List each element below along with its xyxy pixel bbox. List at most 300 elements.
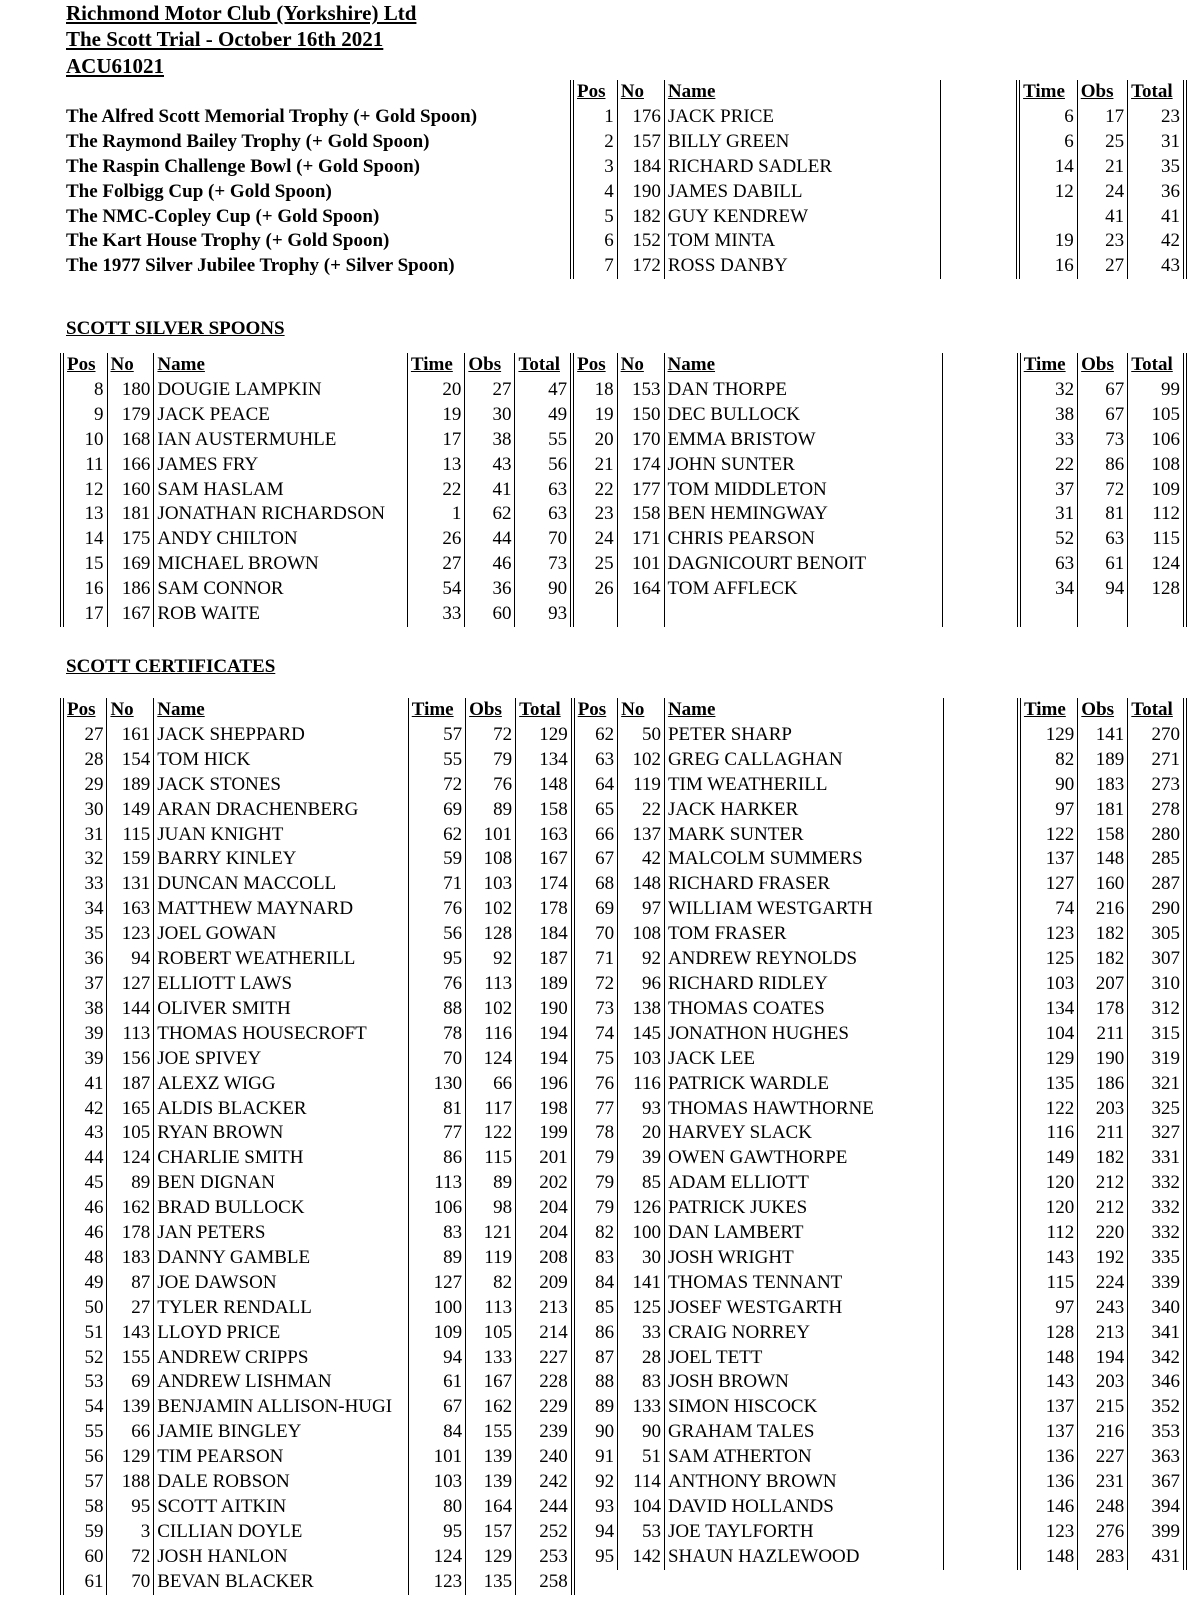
- cell-name: TOM HICK: [154, 748, 409, 773]
- column-gap: [944, 773, 1019, 798]
- cell-total: 431: [1128, 1545, 1185, 1570]
- cell-obs: 181: [1078, 798, 1128, 823]
- cell-no: 70: [107, 1570, 154, 1595]
- event-title: The Scott Trial - October 16th 2021: [66, 27, 384, 51]
- cell-obs: 122: [466, 1121, 516, 1146]
- cell-pos: 94: [573, 1520, 618, 1545]
- col-header-total: Total: [1128, 80, 1185, 105]
- cell-pos: 11: [62, 453, 107, 478]
- cell-name: DAN LAMBERT: [664, 1221, 943, 1246]
- cell-no: 164: [617, 577, 664, 602]
- cell-time: 16: [1018, 254, 1077, 279]
- cell-obs: 27: [1077, 254, 1127, 279]
- cell-total: 105: [1128, 403, 1185, 428]
- cell-pos: 46: [62, 1221, 107, 1246]
- cell-pos: 28: [62, 748, 107, 773]
- cell-name: GREG CALLAGHAN: [664, 748, 943, 773]
- cell-name: BILLY GREEN: [664, 130, 940, 155]
- cell-name: ADAM ELLIOTT: [664, 1171, 943, 1196]
- cell-name: DOUGIE LAMPKIN: [154, 378, 408, 403]
- cell-time: 115: [1019, 1271, 1078, 1296]
- cell-obs: 103: [466, 872, 516, 897]
- table-row: [62, 1171, 1185, 1196]
- cell-obs: 119: [466, 1246, 516, 1271]
- column-gap: [944, 947, 1019, 972]
- silver-spoons-table: [60, 353, 1187, 627]
- cell-total: 42: [1128, 229, 1185, 254]
- cell-time: 112: [1019, 1221, 1078, 1246]
- table-row: [62, 1495, 1185, 1520]
- cell-time: 76: [408, 972, 465, 997]
- cell-obs: 25: [1077, 130, 1127, 155]
- cell-total: 332: [1128, 1221, 1185, 1246]
- cell-time: 20: [407, 378, 464, 403]
- column-gap: [944, 847, 1019, 872]
- cell-pos: 17: [62, 602, 107, 627]
- cell-name: OLIVER SMITH: [154, 997, 409, 1022]
- cell-no: 69: [107, 1370, 154, 1395]
- cell-total: 342: [1128, 1346, 1185, 1371]
- cell-pos: 5: [572, 205, 617, 230]
- col-header-total: Total: [1128, 698, 1185, 723]
- cell-name: BEN HEMINGWAY: [664, 502, 943, 527]
- cell-time: 31: [1019, 502, 1078, 527]
- column-gap: [940, 254, 1018, 279]
- cell-pos: 26: [572, 577, 617, 602]
- cell-no: 94: [107, 947, 154, 972]
- cell-name: RICHARD RIDLEY: [664, 972, 943, 997]
- cell-total: 214: [516, 1321, 573, 1346]
- cell-no: 33: [618, 1321, 665, 1346]
- cell-time: 137: [1019, 1395, 1078, 1420]
- table-row: [62, 478, 1185, 503]
- cell-no: 166: [107, 453, 154, 478]
- cell-pos: 37: [62, 972, 107, 997]
- cell-time: [1018, 205, 1077, 230]
- cell-pos: 34: [62, 897, 107, 922]
- cell-pos: 69: [573, 897, 618, 922]
- cell-name: JOSH WRIGHT: [664, 1246, 943, 1271]
- cell-total: 321: [1128, 1072, 1185, 1097]
- cell-time: 120: [1019, 1196, 1078, 1221]
- cell-name: DEC BULLOCK: [664, 403, 943, 428]
- cell-obs: 60: [465, 602, 515, 627]
- cell-obs: 215: [1078, 1395, 1128, 1420]
- table-row: [572, 105, 1185, 130]
- cell-total: 209: [516, 1271, 573, 1296]
- cell-obs: 203: [1078, 1097, 1128, 1122]
- column-gap: [944, 1420, 1019, 1445]
- col-header-pos: Pos: [62, 353, 107, 378]
- cell-time: 82: [1019, 748, 1078, 773]
- cell-pos: 10: [62, 428, 107, 453]
- cell-total: 63: [515, 502, 572, 527]
- cell-time: 127: [1019, 872, 1078, 897]
- cell-pos: 51: [62, 1321, 107, 1346]
- table-row: [62, 577, 1185, 602]
- cell-obs: [1078, 602, 1128, 627]
- cell-no: 150: [617, 403, 664, 428]
- cell-time: 1: [407, 502, 464, 527]
- cell-time: 37: [1019, 478, 1078, 503]
- cell-time: 6: [1018, 105, 1077, 130]
- cell-time: 74: [1019, 897, 1078, 922]
- cell-pos: 79: [573, 1196, 618, 1221]
- cell-name: JAN PETERS: [154, 1221, 409, 1246]
- cell-pos: 89: [573, 1395, 618, 1420]
- cell-time: 19: [1018, 229, 1077, 254]
- cell-obs: 182: [1078, 922, 1128, 947]
- cell-pos: 1: [572, 105, 617, 130]
- cell-obs: 155: [466, 1420, 516, 1445]
- table-row: [62, 1072, 1185, 1097]
- cell-no: 159: [107, 847, 154, 872]
- table-row: [62, 997, 1185, 1022]
- cell-obs: 211: [1078, 1121, 1128, 1146]
- cell-total: 331: [1128, 1146, 1185, 1171]
- cell-total: 270: [1128, 723, 1185, 748]
- cell-time: 134: [1019, 997, 1078, 1022]
- cell-obs: 72: [1078, 478, 1128, 503]
- table-row: [62, 1146, 1185, 1171]
- cell-time: 120: [1019, 1171, 1078, 1196]
- column-gap: [940, 105, 1018, 130]
- cell-pos: 9: [62, 403, 107, 428]
- cell-pos: 20: [572, 428, 617, 453]
- cell-time: 33: [407, 602, 464, 627]
- cell-total: 108: [1128, 453, 1185, 478]
- cell-name: TYLER RENDALL: [154, 1296, 409, 1321]
- column-gap: [943, 602, 1019, 627]
- cell-name: RICHARD FRASER: [664, 872, 943, 897]
- cell-name: TOM FRASER: [664, 922, 943, 947]
- table-row: [62, 1520, 1185, 1545]
- col-header-no: No: [617, 80, 664, 105]
- cell-no: 171: [617, 527, 664, 552]
- cell-total: 307: [1128, 947, 1185, 972]
- cell-obs: 43: [465, 453, 515, 478]
- column-gap: [940, 130, 1018, 155]
- cell-obs: 44: [465, 527, 515, 552]
- cell-total: 47: [515, 378, 572, 403]
- cell-no: 89: [107, 1171, 154, 1196]
- cell-time: 149: [1019, 1146, 1078, 1171]
- cell-total: 190: [516, 997, 573, 1022]
- cell-pos: 46: [62, 1196, 107, 1221]
- cell-no: 190: [617, 180, 664, 205]
- cell-pos: 41: [62, 1072, 107, 1097]
- cell-total: 70: [515, 527, 572, 552]
- cell-time: 81: [408, 1097, 465, 1122]
- col-header-pos: Pos: [572, 80, 617, 105]
- cell-total: 63: [515, 478, 572, 503]
- cell-no: 87: [107, 1271, 154, 1296]
- cell-total: 198: [516, 1097, 573, 1122]
- col-header-no: No: [618, 698, 665, 723]
- cell-pos: 70: [573, 922, 618, 947]
- cell-name: EMMA BRISTOW: [664, 428, 943, 453]
- cell-total: 353: [1128, 1420, 1185, 1445]
- cell-obs: 24: [1077, 180, 1127, 205]
- cell-name: TIM WEATHERILL: [664, 773, 943, 798]
- cell-obs: 194: [1078, 1346, 1128, 1371]
- col-header-no: No: [107, 353, 154, 378]
- table-row: [62, 872, 1185, 897]
- cell-name: WILLIAM WESTGARTH: [664, 897, 943, 922]
- cell-pos: 8: [62, 378, 107, 403]
- cell-name: ANTHONY BROWN: [664, 1470, 943, 1495]
- cell-time: 54: [407, 577, 464, 602]
- cell-obs: 27: [465, 378, 515, 403]
- cell-name: DAN THORPE: [664, 378, 943, 403]
- cell-pos: 42: [62, 1097, 107, 1122]
- cell-time: 89: [408, 1246, 465, 1271]
- cell-no: 152: [617, 229, 664, 254]
- cell-pos: 39: [62, 1047, 107, 1072]
- column-gap: [944, 1196, 1019, 1221]
- cell-pos: 79: [573, 1146, 618, 1171]
- cell-pos: 19: [572, 403, 617, 428]
- cell-no: 42: [618, 847, 665, 872]
- table-row: [62, 502, 1185, 527]
- cell-total: 280: [1128, 823, 1185, 848]
- cell-name: DAGNICOURT BENOIT: [664, 552, 943, 577]
- cell-pos: 92: [573, 1470, 618, 1495]
- col-header-pos: Pos: [572, 353, 617, 378]
- cell-total: 196: [516, 1072, 573, 1097]
- cell-time: 122: [1019, 1097, 1078, 1122]
- permit-number: ACU61021: [66, 54, 164, 78]
- cell-time: 80: [408, 1495, 465, 1520]
- table-row: [62, 1097, 1185, 1122]
- cell-time: 123: [408, 1570, 465, 1595]
- trophy-name: The Alfred Scott Memorial Trophy (+ Gold Spoon): [66, 106, 478, 127]
- cell-no: 182: [617, 205, 664, 230]
- column-gap: [944, 1395, 1019, 1420]
- cell-obs: 216: [1078, 1420, 1128, 1445]
- cell-pos: 68: [573, 872, 618, 897]
- cell-no: 85: [618, 1171, 665, 1196]
- trophy-name: The Folbigg Cup (+ Gold Spoon): [66, 180, 332, 202]
- cell-total: 199: [516, 1121, 573, 1146]
- cell-pos: 72: [573, 972, 618, 997]
- cell-name: TIM PEARSON: [154, 1445, 409, 1470]
- cell-total: 23: [1128, 105, 1185, 130]
- cell-pos: 64: [573, 773, 618, 798]
- cell-no: 145: [618, 1022, 665, 1047]
- cell-no: 102: [618, 748, 665, 773]
- cell-obs: 76: [466, 773, 516, 798]
- cell-name: CHRIS PEARSON: [664, 527, 943, 552]
- table-row: [62, 847, 1185, 872]
- cell-time: 84: [408, 1420, 465, 1445]
- cell-time: 33: [1019, 428, 1078, 453]
- cell-no: 104: [618, 1495, 665, 1520]
- cell-obs: 231: [1078, 1470, 1128, 1495]
- cell-pos: 88: [573, 1370, 618, 1395]
- cell-time: 143: [1019, 1246, 1078, 1271]
- column-gap: [944, 1221, 1019, 1246]
- cell-name: OWEN GAWTHORPE: [664, 1146, 943, 1171]
- cell-pos: 50: [62, 1296, 107, 1321]
- cell-total: 201: [516, 1146, 573, 1171]
- column-gap: [944, 1545, 1019, 1570]
- cell-total: 305: [1128, 922, 1185, 947]
- cell-obs: 67: [1078, 403, 1128, 428]
- cell-name: JOSH BROWN: [664, 1370, 943, 1395]
- cell-total: 252: [516, 1520, 573, 1545]
- cell-obs: 212: [1078, 1196, 1128, 1221]
- cell-pos: 15: [62, 552, 107, 577]
- certificates-table: [60, 698, 1187, 1595]
- cell-pos: [572, 602, 617, 627]
- column-gap: [943, 353, 1019, 378]
- cell-pos: 78: [573, 1121, 618, 1146]
- cell-obs: 108: [466, 847, 516, 872]
- cell-time: 57: [408, 723, 465, 748]
- cell-time: 101: [408, 1445, 465, 1470]
- cell-total: 315: [1128, 1022, 1185, 1047]
- cell-name: ALDIS BLACKER: [154, 1097, 409, 1122]
- cell-name: MARK SUNTER: [664, 823, 943, 848]
- cell-no: 131: [107, 872, 154, 897]
- trophy-list: [66, 105, 566, 279]
- cell-time: 109: [408, 1321, 465, 1346]
- column-gap: [944, 748, 1019, 773]
- cell-pos: 86: [573, 1321, 618, 1346]
- column-gap: [944, 1171, 1019, 1196]
- cell-no: 180: [107, 378, 154, 403]
- col-header-name: Name: [154, 698, 409, 723]
- cell-pos: 60: [62, 1545, 107, 1570]
- cell-total: 258: [516, 1570, 573, 1595]
- table-row: [62, 1545, 1185, 1570]
- cell-obs: 61: [1078, 552, 1128, 577]
- cell-time: 67: [408, 1395, 465, 1420]
- cell-obs: 224: [1078, 1271, 1128, 1296]
- cell-time: 14: [1018, 155, 1077, 180]
- cell-name: JACK PRICE: [664, 105, 940, 130]
- column-gap: [944, 1072, 1019, 1097]
- cell-time: 76: [408, 897, 465, 922]
- column-gap: [943, 378, 1019, 403]
- cell-total: 363: [1128, 1445, 1185, 1470]
- cell-pos: 67: [573, 847, 618, 872]
- cell-pos: 77: [573, 1097, 618, 1122]
- cell-obs: 276: [1078, 1520, 1128, 1545]
- cell-name: JOE DAWSON: [154, 1271, 409, 1296]
- cell-pos: 7: [572, 254, 617, 279]
- cell-obs: 101: [466, 823, 516, 848]
- cell-no: 125: [618, 1296, 665, 1321]
- cell-total: 55: [515, 428, 572, 453]
- cell-time: 97: [1019, 1296, 1078, 1321]
- table-row: [62, 1022, 1185, 1047]
- cell-name: DAVID HOLLANDS: [664, 1495, 943, 1520]
- cell-pos: 84: [573, 1271, 618, 1296]
- cell-pos: 33: [62, 872, 107, 897]
- cell-pos: 54: [62, 1395, 107, 1420]
- cell-obs: 21: [1077, 155, 1127, 180]
- cell-total: 332: [1128, 1171, 1185, 1196]
- cell-total: 158: [516, 798, 573, 823]
- cell-no: 143: [107, 1321, 154, 1346]
- table-row: [572, 254, 1185, 279]
- cell-time: 148: [1019, 1346, 1078, 1371]
- col-header-total: Total: [1128, 353, 1185, 378]
- table-row: [62, 527, 1185, 552]
- column-gap: [943, 577, 1019, 602]
- table-row: [62, 1221, 1185, 1246]
- cell-no: 168: [107, 428, 154, 453]
- cell-time: 70: [408, 1047, 465, 1072]
- cell-time: 103: [408, 1470, 465, 1495]
- cell-total: 189: [516, 972, 573, 997]
- cell-name: JACK PEACE: [154, 403, 408, 428]
- cell-total: 93: [515, 602, 572, 627]
- cell-total: 194: [516, 1022, 573, 1047]
- cell-pos: 18: [572, 378, 617, 403]
- cell-time: 95: [408, 1520, 465, 1545]
- cell-obs: 117: [466, 1097, 516, 1122]
- cell-total: 36: [1128, 180, 1185, 205]
- cell-name: RICHARD SADLER: [664, 155, 940, 180]
- cell-total: 35: [1128, 155, 1185, 180]
- cell-obs: 211: [1078, 1022, 1128, 1047]
- cell-name: JAMIE BINGLEY: [154, 1420, 409, 1445]
- cell-name: SAM CONNOR: [154, 577, 408, 602]
- cell-time: 56: [408, 922, 465, 947]
- cell-obs: 192: [1078, 1246, 1128, 1271]
- cell-time: 78: [408, 1022, 465, 1047]
- cell-pos: 91: [573, 1445, 618, 1470]
- cell-obs: 162: [466, 1395, 516, 1420]
- column-gap: [944, 1097, 1019, 1122]
- cell-obs: 186: [1078, 1072, 1128, 1097]
- table-row: [62, 403, 1185, 428]
- column-gap: [944, 997, 1019, 1022]
- column-gap: [943, 552, 1019, 577]
- cell-pos: 29: [62, 773, 107, 798]
- cell-time: 128: [1019, 1321, 1078, 1346]
- cell-name: JONATHON HUGHES: [664, 1022, 943, 1047]
- table-row: [62, 773, 1185, 798]
- cell-time: 123: [1019, 922, 1078, 947]
- cell-pos: 57: [62, 1470, 107, 1495]
- cell-name: JOSEF WESTGARTH: [664, 1296, 943, 1321]
- cell-no: 51: [618, 1445, 665, 1470]
- cell-total: 148: [516, 773, 573, 798]
- cell-no: 167: [107, 602, 154, 627]
- table-row: [62, 1470, 1185, 1495]
- cell-pos: 62: [573, 723, 618, 748]
- col-header-obs: Obs: [466, 698, 516, 723]
- cell-obs: 66: [466, 1072, 516, 1097]
- cell-total: 335: [1128, 1246, 1185, 1271]
- cell-obs: 116: [466, 1022, 516, 1047]
- cell-obs: 38: [465, 428, 515, 453]
- cell-name: JAMES DABILL: [664, 180, 940, 205]
- cell-pos: 58: [62, 1495, 107, 1520]
- cell-total: 213: [516, 1296, 573, 1321]
- cell-no: 126: [618, 1196, 665, 1221]
- cell-time: 61: [408, 1370, 465, 1395]
- cell-time: 137: [1019, 1420, 1078, 1445]
- cell-time: 100: [408, 1296, 465, 1321]
- cell-obs: 98: [466, 1196, 516, 1221]
- cell-pos: 66: [573, 823, 618, 848]
- cell-obs: 124: [466, 1047, 516, 1072]
